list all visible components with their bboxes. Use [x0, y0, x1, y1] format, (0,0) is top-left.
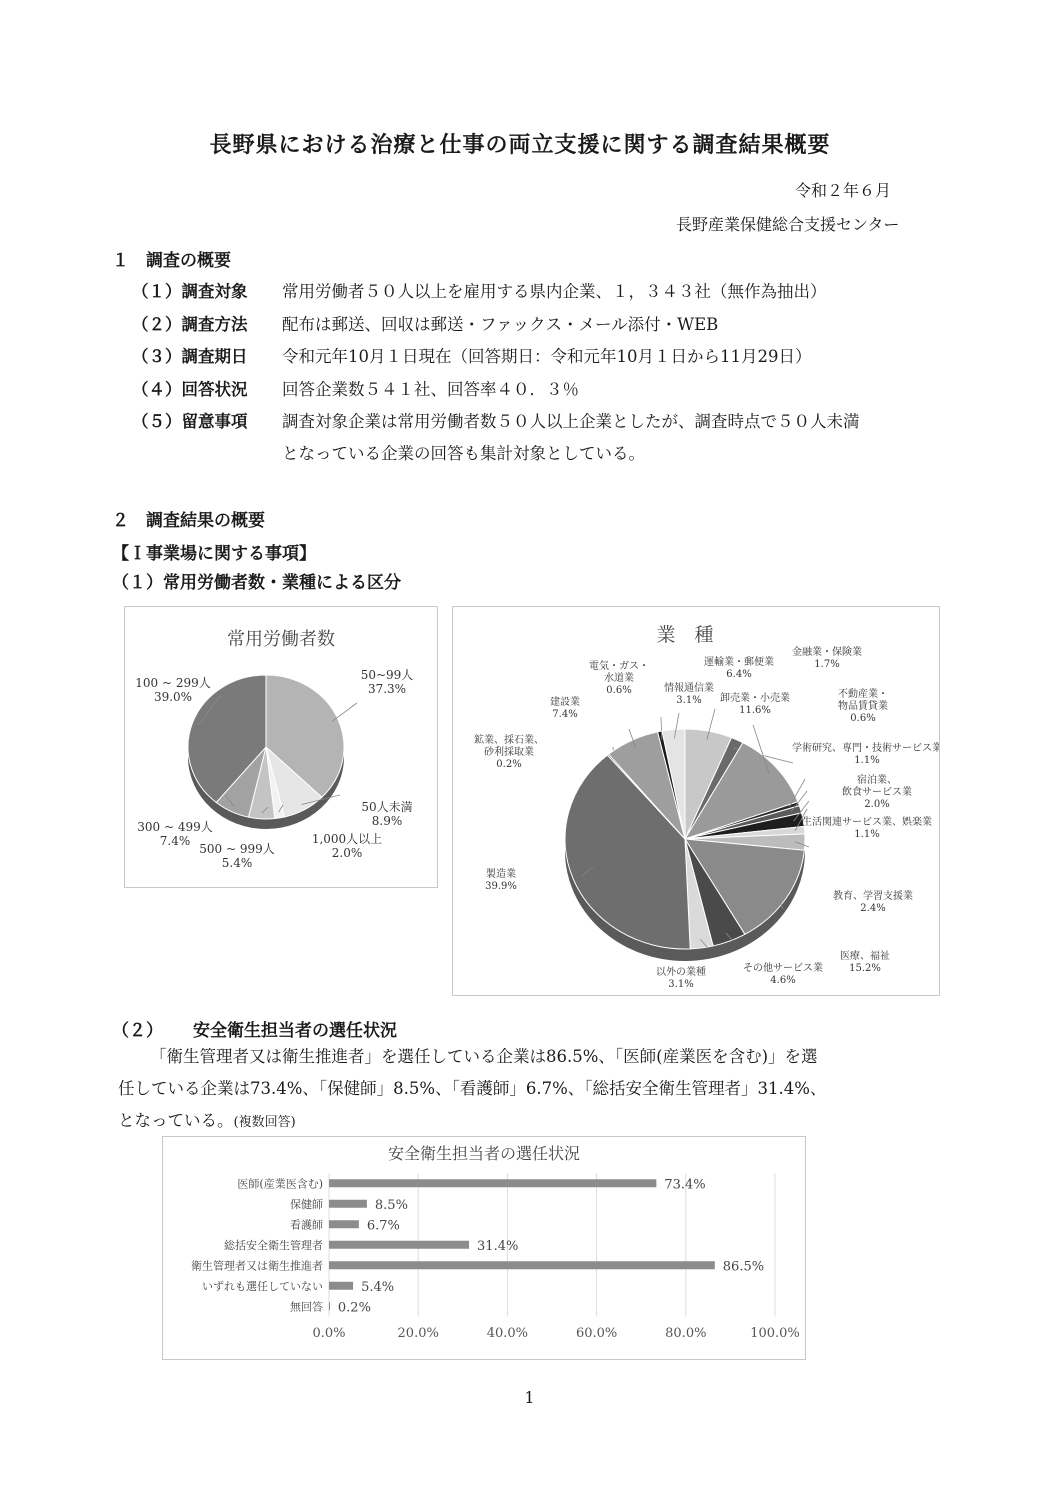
subsection2-heading	[112, 1016, 397, 1041]
slice-label: 医療、福祉 15.2%	[840, 951, 890, 974]
item-text: 回答企業数５４１社、回答率４０．３％	[282, 380, 579, 399]
subsection-heading: 【Ｉ事業場に関する事項】	[112, 544, 316, 564]
item-label: （３）調査期日	[132, 347, 248, 366]
item-text: 配布は郵送、回収は郵送・ファックス・メール添付・WEB	[282, 315, 719, 334]
bar-value-label: 0.2%	[337, 1300, 371, 1316]
bar	[329, 1241, 469, 1249]
bar-value-label: 8.5%	[374, 1197, 408, 1213]
x-tick-label: 40.0%	[486, 1326, 529, 1341]
survey-item-response	[132, 376, 579, 400]
slice-label: 電気・ガス・水道業 0.6%	[589, 661, 649, 696]
y-category-label: 保健師	[290, 1197, 323, 1211]
x-tick-label: 80.0%	[665, 1326, 707, 1341]
chart-title: 業 種	[656, 624, 714, 646]
bar-value-label: 31.4%	[477, 1238, 519, 1254]
y-category-label: 無回答	[290, 1300, 323, 1314]
item-text: 令和元年10月１日現在（回答期日：令和元年10月１日から11月29日）	[282, 347, 812, 366]
slice-label: 金融業・保険業 1.7%	[792, 647, 862, 670]
section2-heading: ２ 調査結果の概要	[112, 511, 265, 531]
leader-line	[332, 703, 357, 721]
subsection2-number: （２）	[112, 1021, 163, 1041]
item-label: （４）回答状況	[132, 380, 248, 399]
paragraph-line-2: 任している企業は73.4%、「保健師」8.5%、「看護師」6.7%、「総括安全衛生管理者」31.4%、	[118, 1079, 827, 1098]
bar	[329, 1200, 367, 1208]
chart-title: 安全衛生担当者の選任状況	[387, 1144, 581, 1163]
slice-label: 100 ~ 299人 39.0%	[135, 676, 211, 704]
subsection2-title: 安全衛生担当者の選任状況	[193, 1021, 397, 1041]
slice-label: 建設業 7.4%	[550, 697, 580, 720]
industry-pie-chart-box	[452, 606, 940, 996]
slice-label: 学術研究、専門・技術サービス業 1.1%	[792, 743, 939, 766]
survey-item-notes-cont	[132, 440, 645, 464]
y-category-label: 医師(産業医含む)	[237, 1177, 323, 1191]
employees-pie-chart	[125, 607, 437, 887]
y-category-label: 総括安全衛生管理者	[224, 1238, 323, 1252]
y-category-label: 看護師	[290, 1218, 323, 1232]
y-category-label: 衛生管理者又は衛生推進者	[191, 1259, 323, 1273]
industry-pie-chart	[453, 607, 939, 995]
chart-title: 常用労働者数	[227, 629, 335, 650]
page-number: 1	[524, 1388, 535, 1407]
bar-value-label: 5.4%	[361, 1279, 395, 1295]
paragraph-line-3	[118, 1110, 296, 1132]
item-text: 常用労働者５０人以上を雇用する県内企業、１，３４３社（無作為抽出）	[282, 282, 827, 301]
paragraph-line-1: 「衛生管理者又は衛生推進者」を選任している企業は86.5%、「医師(産業医を含む)」を選	[150, 1047, 818, 1066]
x-tick-label: 20.0%	[397, 1326, 439, 1341]
slice-label: 50~99人 37.3%	[360, 668, 414, 696]
section1-heading: １ 調査の概要	[112, 251, 231, 271]
slice-label: 1,000人以上 2.0%	[311, 832, 383, 860]
bar-value-label: 86.5%	[722, 1259, 765, 1275]
slice-label: 製造業 39.9%	[485, 869, 517, 892]
item-label: （２）調査方法	[132, 315, 248, 334]
subsection1-heading: （１）常用労働者数・業種による区分	[112, 573, 401, 593]
item-text: となっている企業の回答も集計対象としている。	[282, 444, 645, 463]
staff-bar-chart	[163, 1137, 805, 1359]
item-label: （１）調査対象	[132, 282, 248, 301]
survey-item-target	[132, 278, 827, 302]
slice-label: その他サービス業 4.6%	[743, 963, 823, 986]
slice-label: 卸売業・小売業 11.6%	[720, 693, 790, 716]
survey-item-date	[132, 343, 811, 367]
slice-label: 300 ~ 499人 7.4%	[137, 820, 213, 848]
bar-chart-box	[162, 1136, 806, 1360]
slice-label: 以外の業種 3.1%	[656, 967, 706, 990]
y-category-label: いずれも選任していない	[202, 1279, 323, 1293]
x-tick-label: 100.0%	[750, 1326, 800, 1341]
survey-item-method	[132, 311, 718, 335]
x-tick-label: 60.0%	[575, 1326, 618, 1341]
slice-label: 500 ~ 999人 5.4%	[199, 842, 275, 870]
slice-label: 不動産業・物品賃貸業 0.6%	[838, 689, 888, 724]
slice-label: 運輸業・郵便業 6.4%	[704, 657, 774, 680]
employees-pie-chart-box	[124, 606, 438, 888]
item-label: （５）留意事項	[132, 412, 248, 431]
paragraph-note: (複数回答)	[233, 1115, 296, 1130]
x-tick-label: 0.0%	[312, 1326, 346, 1341]
bar	[329, 1179, 656, 1187]
bar	[329, 1220, 359, 1228]
slice-label: 生活関連サービス業、娯楽業 1.1%	[802, 817, 932, 840]
page-title: 長野県における治療と仕事の両立支援に関する調査結果概要	[209, 133, 831, 158]
bar-value-label: 73.4%	[664, 1177, 706, 1193]
slice-label: 宿泊業、飲食サービス業 2.0%	[842, 775, 912, 810]
slice-label: 情報通信業 3.1%	[664, 683, 714, 706]
bar	[329, 1302, 330, 1310]
slice-label: 50人未満 8.9%	[361, 800, 413, 828]
slice-label: 鉱業、採石業、砂利採取業 0.2%	[474, 735, 544, 770]
organization-name: 長野産業保健総合支援センター	[676, 215, 900, 234]
paragraph-text: となっている。	[118, 1111, 234, 1130]
survey-item-notes	[132, 408, 860, 432]
item-text: 調査対象企業は常用労働者数５０人以上企業としたが、調査時点で５０人未満	[282, 412, 860, 431]
report-date: 令和２年６月	[795, 181, 892, 200]
bar	[329, 1261, 715, 1269]
bar-value-label: 6.7%	[366, 1218, 400, 1234]
bar	[329, 1282, 353, 1290]
slice-label: 教育、学習支援業 2.4%	[833, 891, 913, 914]
